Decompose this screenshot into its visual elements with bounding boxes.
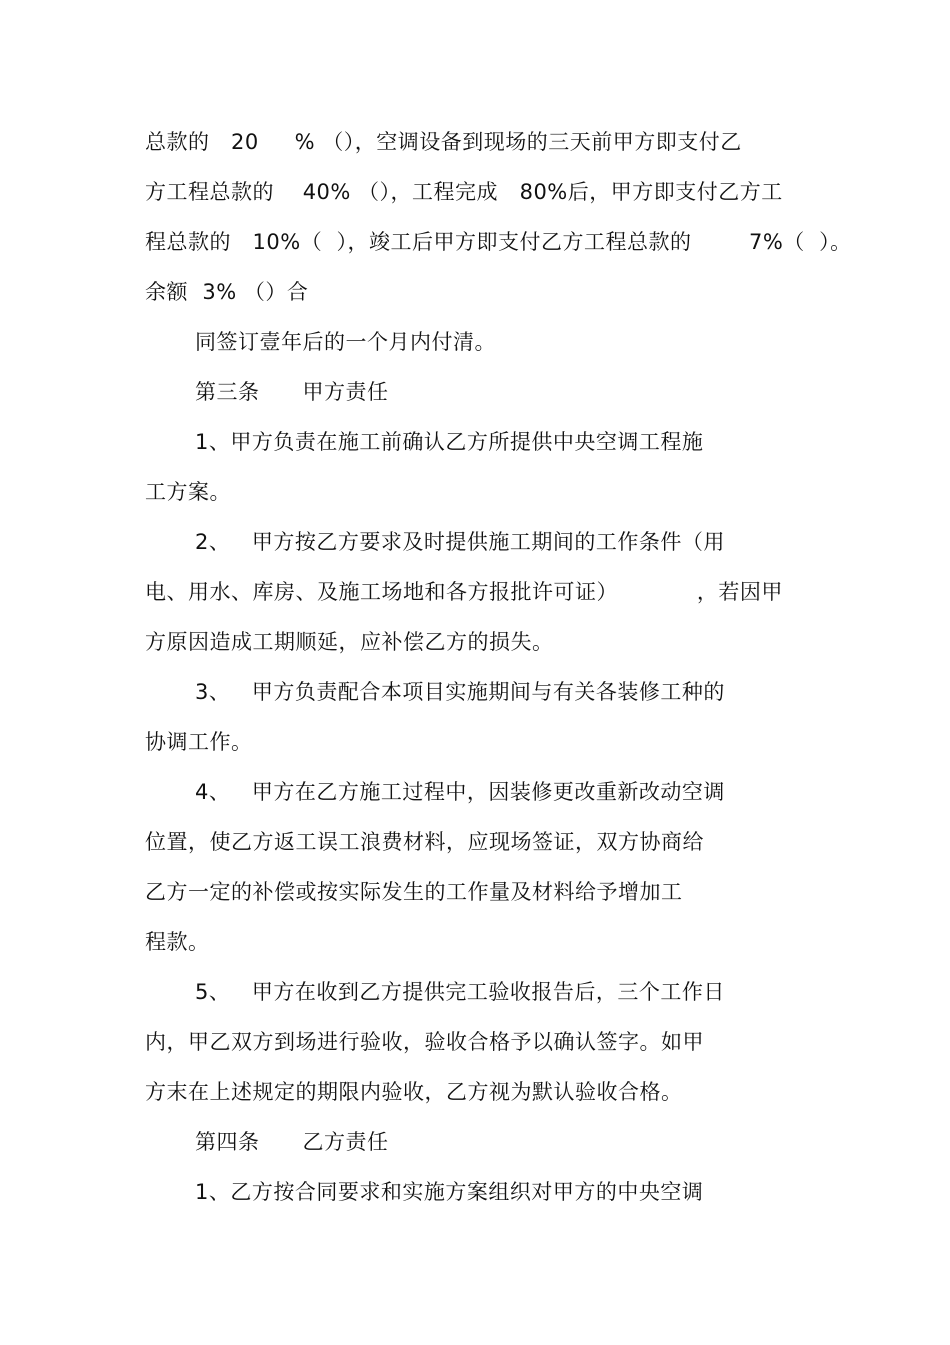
section-heading: 第四条 乙方责任 xyxy=(195,1130,389,1154)
text-line: 程总款的 10%（ ），竣工后甲方即支付乙方工程总款的 7%（ ）。 xyxy=(145,230,852,254)
text-line: 同签订壹年后的一个月内付清。 xyxy=(195,330,496,354)
text-line: 1、乙方按合同要求和实施方案组织对甲方的中央空调 xyxy=(195,1180,704,1204)
section-heading: 第三条 甲方责任 xyxy=(195,380,389,404)
text-line: 协调工作。 xyxy=(145,730,253,754)
text-line: 工方案。 xyxy=(145,480,231,504)
text-line: 内，甲乙双方到场进行验收，验收合格予以确认签字。如甲 xyxy=(145,1030,704,1054)
text-line: 余额 3% （）合 xyxy=(145,280,309,304)
text-line: 5、 甲方在收到乙方提供完工验收报告后，三个工作日 xyxy=(195,980,725,1004)
text-line: 方原因造成工期顺延，应补偿乙方的损失。 xyxy=(145,630,554,654)
text-line: 方工程总款的 40% （），工程完成 80%后，甲方即支付乙方工 xyxy=(145,180,783,204)
text-line: 4、 甲方在乙方施工过程中，因装修更改重新改动空调 xyxy=(195,780,725,804)
text-line: 程款。 xyxy=(145,930,210,954)
text-line: 位置，使乙方返工误工浪费材料，应现场签证，双方协商给 xyxy=(145,830,704,854)
text-line: 电、用水、库房、及施工场地和各方报批许可证） ，若因甲 xyxy=(145,580,783,604)
text-line: 2、 甲方按乙方要求及时提供施工期间的工作条件（用 xyxy=(195,530,725,554)
text-line: 1、甲方负责在施工前确认乙方所提供中央空调工程施 xyxy=(195,430,704,454)
text-line: 乙方一定的补偿或按实际发生的工作量及材料给予增加工 xyxy=(145,880,683,904)
text-line: 方末在上述规定的期限内验收，乙方视为默认验收合格。 xyxy=(145,1080,683,1104)
text-line: 3、 甲方负责配合本项目实施期间与有关各装修工种的 xyxy=(195,680,725,704)
text-line: 总款的 20 % （），空调设备到现场的三天前甲方即支付乙 xyxy=(145,130,742,154)
